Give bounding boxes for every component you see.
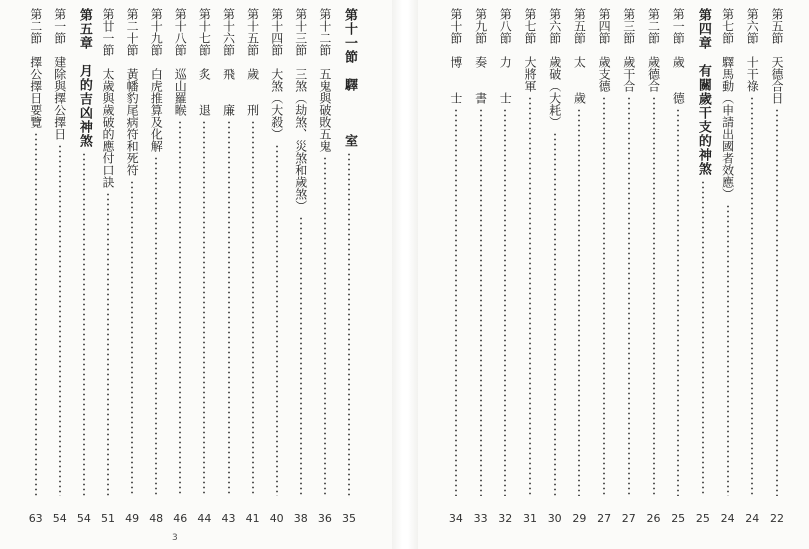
toc-page-number: 29 [572, 512, 587, 525]
toc-entry [546, 8, 564, 496]
toc-entry [669, 8, 687, 496]
toc-entry-title: 第十一節 驛 室 [342, 8, 357, 148]
toc-page-number: 46 [173, 512, 188, 525]
dot-leader [529, 96, 531, 496]
toc-entry-title: 第十五節 歲 刑 [245, 8, 260, 116]
dot-leader [35, 132, 37, 496]
toc-entry [75, 8, 93, 496]
toc-page-number: 24 [720, 512, 735, 525]
toc-entry-title: 第一節 建除與擇公擇日 [52, 8, 67, 140]
dot-leader [107, 192, 109, 496]
dot-leader [348, 152, 350, 496]
toc-entry [123, 8, 141, 496]
dot-leader [603, 96, 605, 496]
dot-leader [628, 96, 630, 496]
toc-entry-title: 第十六節 飛 廉 [221, 8, 236, 116]
toc-entry [768, 8, 786, 496]
folio-number: 3 [172, 533, 178, 543]
toc-entry-title: 第七節 驛馬動（申請出國者效應） [720, 8, 735, 200]
dot-leader [83, 152, 85, 496]
toc-entry-title: 第五節 天德合日 [770, 8, 784, 104]
toc-page-number: 41 [245, 512, 260, 525]
toc-entry-title: 第四章 有關歲干支的神煞 [695, 8, 711, 176]
toc-entry-title: 第二十節 黃幡豹尾病符和死符 [125, 8, 140, 176]
toc-entry-title: 第十二節 五鬼與破敗五鬼 [317, 8, 332, 152]
toc-page-number: 36 [317, 512, 332, 525]
toc-entry [719, 8, 737, 496]
toc-entry [171, 8, 189, 496]
dot-leader [276, 144, 278, 496]
toc-entry [645, 8, 663, 496]
right-page [418, 0, 809, 549]
toc-entry [99, 8, 117, 496]
book-gutter [392, 0, 418, 549]
toc-page-number: 32 [498, 512, 513, 525]
dot-leader [677, 108, 679, 496]
toc-page-number: 34 [448, 512, 463, 525]
toc-entry [147, 8, 165, 496]
toc-entry-title: 第四節 歲支德 [597, 8, 612, 92]
dot-leader [59, 144, 61, 496]
toc-page-number: 54 [52, 512, 67, 525]
toc-page-number: 31 [523, 512, 537, 525]
toc-entry [51, 8, 69, 496]
toc-page-number: 27 [597, 512, 612, 525]
toc-entry [496, 8, 514, 496]
toc-page-number: 22 [770, 512, 784, 525]
toc-entry-title: 第十八節 巡山羅睺 [173, 8, 188, 116]
toc-entry [244, 8, 262, 496]
toc-entry-title: 第十七節 炙 退 [197, 8, 212, 116]
dot-leader [554, 132, 556, 496]
dot-leader [702, 180, 704, 496]
toc-entry-title: 第一節 歲 德 [671, 8, 686, 104]
toc-entry-title: 第廿一節 太歲與歲破的應付口訣 [101, 8, 115, 188]
dot-leader [578, 108, 580, 496]
toc-entry-title: 第二節 歲德合 [646, 8, 661, 92]
dot-leader [252, 120, 254, 496]
dot-leader [776, 108, 778, 496]
toc-page-number: 54 [76, 512, 91, 525]
toc-entry-title: 第五節 太 歲 [572, 8, 587, 104]
toc-page-number: 35 [342, 512, 356, 525]
dot-leader [324, 156, 326, 496]
toc-page-number: 27 [621, 512, 636, 525]
toc-entry [268, 8, 286, 496]
toc-page-number: 49 [125, 512, 140, 525]
left-page [0, 0, 392, 549]
toc-page-number: 51 [101, 512, 115, 525]
toc-entry [220, 8, 238, 496]
dot-leader [155, 156, 157, 496]
toc-page-number: 44 [197, 512, 212, 525]
toc-entry-title: 第九節 奏 書 [473, 8, 488, 104]
toc-entry-title: 第十節 博 士 [448, 8, 463, 104]
toc-entry-title: 第三節 歲干合 [621, 8, 636, 92]
dot-leader [653, 96, 655, 496]
toc-entry-title: 第十三節 三煞（劫煞、災煞和歲煞） [293, 8, 308, 212]
toc-entry [27, 8, 45, 496]
toc-page-number: 38 [293, 512, 308, 525]
toc-page-number: 26 [646, 512, 661, 525]
dot-leader [480, 108, 482, 496]
toc-entry [292, 8, 310, 496]
toc-entry-title: 第六節 歲破（大耗） [547, 8, 562, 128]
toc-entry [316, 8, 334, 496]
toc-entry [743, 8, 761, 496]
dot-leader [228, 120, 230, 496]
dot-leader [179, 120, 181, 496]
dot-leader [300, 216, 302, 496]
dot-leader [455, 108, 457, 496]
toc-page-number: 30 [547, 512, 562, 525]
toc-entry-title: 第八節 力 士 [498, 8, 513, 104]
toc-entry [340, 8, 358, 496]
toc-page-number: 40 [269, 512, 284, 525]
toc-entry-title: 第二節 擇公擇日要覽 [28, 8, 43, 128]
toc-entry [620, 8, 638, 496]
dot-leader [727, 204, 729, 496]
toc-entry-title: 第七節 大將軍 [523, 8, 537, 92]
toc-entry-title: 第十四節 大煞（大殺） [269, 8, 284, 140]
toc-page-number: 33 [473, 512, 488, 525]
dot-leader [751, 96, 753, 496]
toc-entry [195, 8, 213, 496]
toc-page-number: 48 [149, 512, 164, 525]
toc-entry-title: 第十九節 白虎推算及化解 [149, 8, 164, 152]
toc-page-number: 25 [695, 512, 710, 525]
dot-leader [504, 108, 506, 496]
toc-entry-title: 第五章 月的吉凶神煞 [76, 8, 92, 148]
toc-entry [570, 8, 588, 496]
toc-page-number: 24 [745, 512, 760, 525]
toc-page-number: 63 [28, 512, 43, 525]
toc-page-number: 25 [671, 512, 686, 525]
toc-entry [521, 8, 539, 496]
toc-entry-title: 第六節 十干祿 [745, 8, 760, 92]
toc-entry [595, 8, 613, 496]
dot-leader [203, 120, 205, 496]
toc-page-number: 43 [221, 512, 236, 525]
toc-entry [472, 8, 490, 496]
toc-entry [694, 8, 712, 496]
toc-entry [447, 8, 465, 496]
dot-leader [131, 180, 133, 496]
